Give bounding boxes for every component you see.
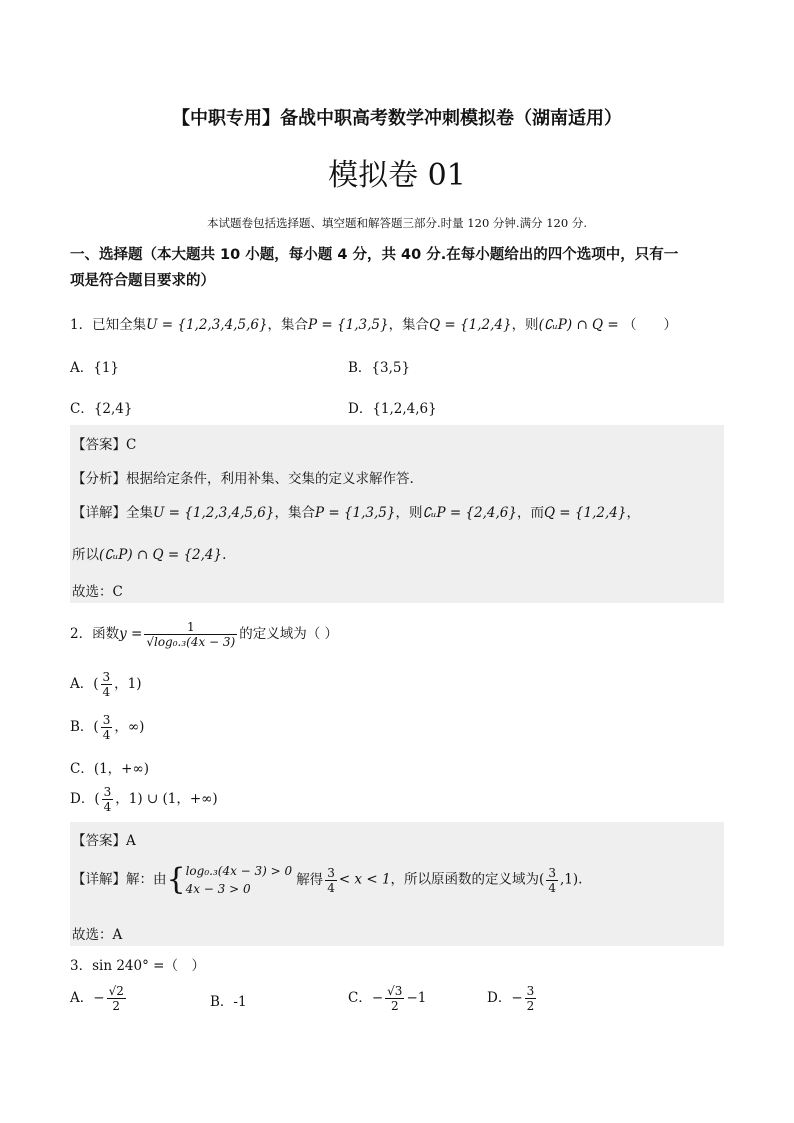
q1-conclusion-text: 所以 — [72, 547, 99, 563]
q1-choice: 故选：C — [72, 584, 123, 600]
q1-detail-set-q: Q = {1,2,4} — [543, 505, 627, 521]
q1-set-u: U = {1,2,3,4,5,6} — [146, 317, 268, 333]
q2-option-d-text: ，1) ∪ (1，+∞) — [115, 791, 218, 807]
q3-option-c-text: −1 — [406, 990, 427, 1006]
q1-conclusion-expression: (∁ᵤP) ∩ Q = {2,4} — [99, 547, 223, 563]
q3-option-a-fraction — [107, 984, 126, 1013]
q2-detail: 【详解】解：由{ log₀.₃(4x − 3) > 0 4x − 3 > 0 解得 $\frac{3}{4}$ < x < 1，所以原函数的定义域为( $\frac{3}{4}$ ,1). — [72, 862, 583, 897]
q3-option-d-fraction — [525, 984, 537, 1013]
q2-stem-text: 2．函数 — [70, 626, 120, 642]
q2-option-a-text: A．( — [70, 676, 99, 692]
q3-option-a — [70, 984, 128, 1013]
q2-option-d — [70, 785, 218, 814]
fraction-denominator: 4 — [548, 880, 556, 895]
q2-option-b-fraction — [101, 713, 113, 742]
q1-stem-text: 1．已知全集 — [70, 317, 147, 333]
q3-option-c-fraction — [385, 984, 404, 1013]
q1-detail-text: ，集合 — [274, 505, 315, 521]
q2-option-b-text: ，∞) — [114, 719, 145, 735]
q1-set-q: Q = {1,2,4} — [429, 317, 512, 333]
q2-option-b-text: B．( — [70, 719, 99, 735]
q1-option-d: D．{1,2,4,6} — [348, 401, 437, 417]
fraction-numerator: 3 — [526, 984, 535, 998]
q1-stem-text: ，则 — [511, 317, 539, 333]
q1-option-a: A．{1} — [70, 360, 120, 376]
q3-option-c-text: C．− — [348, 990, 384, 1006]
q2-detail-text: ，所以原函数的定义域为 — [390, 871, 540, 888]
q2-solution-inequality: < x < 1 — [338, 871, 391, 888]
q2-y-equals: y = — [119, 626, 143, 642]
question-3-stem: 3．sin 240° =（ ） — [70, 958, 205, 974]
q1-option-b: B．{3,5} — [348, 360, 411, 376]
section-heading-line-1: 一、选择题（本大题共 10 小题，每小题 4 分，共 40 分.在每小题给出的四个选项中，只有一 — [70, 247, 679, 263]
q3-option-d-text: D．− — [487, 990, 523, 1006]
q2-domain-interval: ,1) — [559, 871, 579, 888]
fraction-numerator: 3 — [102, 670, 111, 684]
q2-option-a-text: ，1) — [114, 676, 142, 692]
system-brace: { — [166, 862, 186, 897]
q2-detail-text: . — [578, 871, 583, 888]
q1-expression: (∁ᵤP) ∩ Q — [538, 317, 604, 333]
q2-fraction-numerator: 1 — [144, 620, 237, 635]
question-1-stem — [70, 313, 677, 333]
q2-answer: 【答案】A — [72, 833, 136, 849]
q1-analysis: 【分析】根据给定条件，利用补集、交集的定义求解作答. — [72, 471, 414, 487]
q2-fraction-denominator: √log₀.₃(4x − 3) — [146, 635, 236, 649]
q1-answer: 【答案】C — [72, 437, 137, 453]
q3-option-b: B．-1 — [210, 994, 247, 1010]
q3-option-d — [487, 984, 538, 1013]
q1-stem-text: ，集合 — [267, 317, 309, 333]
q2-option-d-fraction — [102, 785, 114, 814]
q1-detail-complement: ∁ᵤP = {2,4,6} — [422, 505, 517, 521]
fraction-denominator: 4 — [102, 728, 111, 742]
fraction-denominator: 2 — [112, 999, 121, 1013]
q2-detail-text: 解得 — [296, 871, 324, 888]
q1-set-p: P = {1,3,5} — [308, 317, 389, 333]
fraction-denominator: 4 — [327, 880, 335, 895]
q2-choice: 故选：A — [72, 927, 123, 943]
q1-stem-text: = （ ） — [603, 317, 678, 333]
q1-detail-text: ，则 — [395, 505, 423, 521]
fraction-numerator: 3 — [102, 713, 111, 727]
q1-detail — [72, 501, 640, 521]
q2-inequality-1: log₀.₃(4x − 3) > 0 — [185, 864, 293, 878]
q2-inequality-2: 4x − 3 > 0 — [185, 882, 251, 896]
q1-conclusion-text: . — [222, 547, 227, 563]
question-2-stem — [70, 620, 338, 649]
fraction-denominator: 4 — [102, 685, 111, 699]
fraction-numerator: 3 — [327, 865, 335, 880]
q2-option-d-text: D．( — [70, 791, 100, 807]
exam-title: 模拟卷 01 — [328, 158, 466, 193]
q1-detail-text: ， — [626, 505, 640, 521]
q1-conclusion — [72, 543, 226, 563]
q2-stem-text: 的定义域为（ ） — [239, 626, 339, 642]
q1-detail-set-u: U = {1,2,3,4,5,6} — [153, 505, 275, 521]
q2-option-b — [70, 713, 144, 742]
fraction-denominator: 2 — [390, 999, 399, 1013]
exam-series-title: 【中职专用】备战中职高考数学冲刺模拟卷（湖南适用） — [172, 108, 622, 129]
fraction-denominator: 4 — [103, 800, 112, 814]
section-heading-line-2: 项是符合题目要求的） — [70, 273, 215, 289]
q2-domain-fraction — [546, 866, 558, 895]
fraction-denominator: 2 — [526, 999, 535, 1013]
q1-detail-text: 【详解】全集 — [72, 505, 153, 521]
exam-instructions: 本试题卷包括选择题、填空题和解答题三部分.时量 120 分钟.满分 120 分. — [207, 216, 587, 230]
q1-detail-set-p: P = {1,3,5} — [314, 505, 396, 521]
q1-stem-text: ，集合 — [388, 317, 430, 333]
q1-option-c: C．{2,4} — [70, 401, 133, 417]
section-heading — [70, 242, 725, 294]
q2-detail-text: 【详解】解：由 — [72, 871, 167, 888]
q2-inequality-system — [186, 862, 293, 898]
q2-option-a-fraction — [101, 670, 113, 699]
fraction-numerator: √3 — [387, 984, 403, 998]
fraction-numerator: 3 — [548, 865, 556, 880]
q2-solution-fraction — [325, 866, 337, 895]
fraction-numerator: 3 — [103, 785, 112, 799]
q3-option-c — [348, 984, 426, 1013]
q1-detail-text: ，而 — [516, 505, 544, 521]
q2-option-c: C．(1，+∞) — [70, 761, 150, 777]
q2-option-a — [70, 670, 142, 699]
q2-function-fraction — [144, 620, 237, 649]
q3-option-a-text: A．− — [70, 990, 105, 1006]
fraction-numerator: √2 — [108, 984, 124, 998]
